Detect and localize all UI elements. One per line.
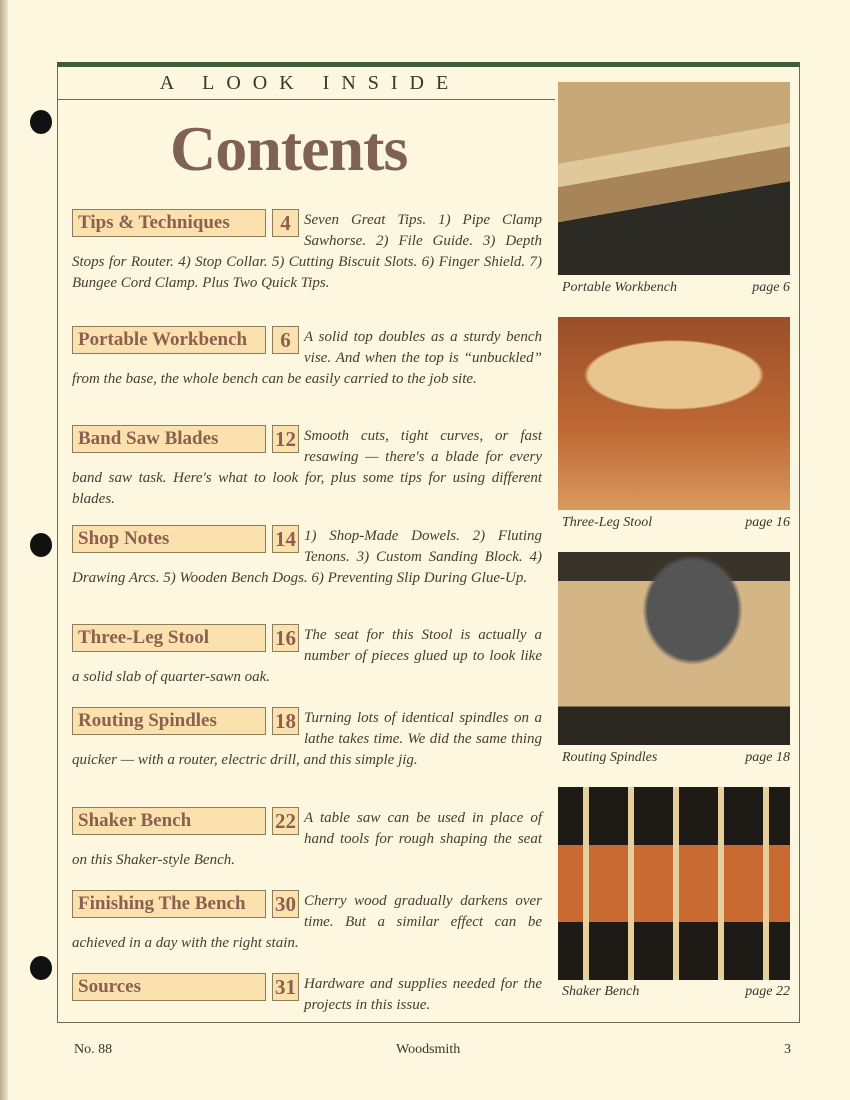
- entry-description: Smooth cuts, tight curves, or fast resawing — there's a blade for every band saw task. Here's what to look for, plus some tips for using different blades.: [72, 428, 542, 507]
- toc-entry[interactable]: [72, 425, 542, 510]
- caption-page: page 16: [745, 515, 790, 530]
- entry-description: Seven Great Tips. 1) Pipe Clamp Sawhorse. 2) File Guide. 3) Depth Stops for Router. 4) Stop Collar. 5) Cutting Biscuit Slots. 6) Finger Shield. 7) Bungee Cord Clamp. Plus Two Quick Tips.: [72, 212, 542, 291]
- toc-entry[interactable]: [72, 209, 542, 294]
- entry-label[interactable]: Routing Spindles: [72, 707, 266, 735]
- magazine-name: Woodsmith: [396, 1042, 461, 1057]
- caption-page: page 22: [745, 984, 790, 999]
- entry-label[interactable]: Shaker Bench: [72, 807, 266, 835]
- entry-label[interactable]: Tips & Techniques: [72, 209, 266, 237]
- toc-entry[interactable]: [72, 624, 542, 688]
- photo-caption: [562, 280, 790, 296]
- photo-three-leg-stool: [558, 317, 790, 510]
- page-number: 3: [784, 1042, 791, 1057]
- entry-page: 22: [272, 807, 299, 835]
- issue-number: No. 88: [74, 1042, 113, 1057]
- photo-caption: [562, 750, 790, 766]
- toc-entry[interactable]: [72, 326, 542, 390]
- caption-page: page 18: [745, 750, 790, 765]
- caption-title: Portable Workbench: [562, 280, 677, 295]
- toc-entry[interactable]: [72, 890, 542, 954]
- page-edge: [0, 0, 8, 1100]
- entry-page: 16: [272, 624, 299, 652]
- entry-page: 18: [272, 707, 299, 735]
- entry-label[interactable]: Three-Leg Stool: [72, 624, 266, 652]
- photo-routing-spindles: [558, 552, 790, 745]
- toc-entry[interactable]: [72, 973, 542, 1016]
- entry-description: A table saw can be used in place of hand tools for rough shaping the seat on this Shaker-style Bench.: [72, 810, 542, 868]
- entry-label[interactable]: Finishing The Bench: [72, 890, 266, 918]
- toc-entry[interactable]: [72, 707, 542, 771]
- photo-caption: [562, 984, 790, 1000]
- binder-hole: [30, 110, 52, 134]
- entry-page: 31: [272, 973, 299, 1001]
- section-kicker: A LOOK INSIDE: [57, 72, 555, 100]
- entry-description: Hardware and supplies needed for the projects in this issue.: [304, 976, 542, 1013]
- binder-hole: [30, 533, 52, 557]
- entry-label[interactable]: Portable Workbench: [72, 326, 266, 354]
- binder-hole: [30, 956, 52, 980]
- toc-entry[interactable]: [72, 525, 542, 589]
- entry-label[interactable]: Sources: [72, 973, 266, 1001]
- entry-description: The seat for this Stool is actually a number of pieces glued up to look like a solid slab of quarter-sawn oak.: [72, 627, 542, 685]
- entry-label[interactable]: Band Saw Blades: [72, 425, 266, 453]
- photo-shaker-bench: [558, 787, 790, 980]
- caption-title: Routing Spindles: [562, 750, 658, 765]
- entry-page: 6: [272, 326, 299, 354]
- page-title: Contents: [170, 113, 408, 184]
- caption-title: Three-Leg Stool: [562, 515, 653, 530]
- caption-page: page 6: [752, 280, 790, 295]
- entry-description: Cherry wood gradually darkens over time. But a similar effect can be achieved in a day with the right stain.: [72, 893, 542, 951]
- photo-caption: [562, 515, 790, 531]
- entry-description: Turning lots of identical spindles on a lathe takes time. We did the same thing quicker — with a router, electric drill, and this simple jig.: [72, 710, 542, 768]
- entry-description: A solid top doubles as a sturdy bench vise. And when the top is “unbuckled” from the base, the whole bench can be easily carried to the job site.: [72, 329, 542, 387]
- photo-portable-workbench: [558, 82, 790, 275]
- caption-title: Shaker Bench: [562, 984, 640, 999]
- entry-page: 30: [272, 890, 299, 918]
- entry-label[interactable]: Shop Notes: [72, 525, 266, 553]
- entry-page: 4: [272, 209, 299, 237]
- entry-page: 14: [272, 525, 299, 553]
- entry-description: 1) Shop-Made Dowels. 2) Fluting Tenons. 3) Custom Sanding Block. 4) Drawing Arcs. 5) Wooden Bench Dogs. 6) Preventing Slip During Glue-Up.: [72, 528, 542, 586]
- entry-page: 12: [272, 425, 299, 453]
- toc-entry[interactable]: [72, 807, 542, 871]
